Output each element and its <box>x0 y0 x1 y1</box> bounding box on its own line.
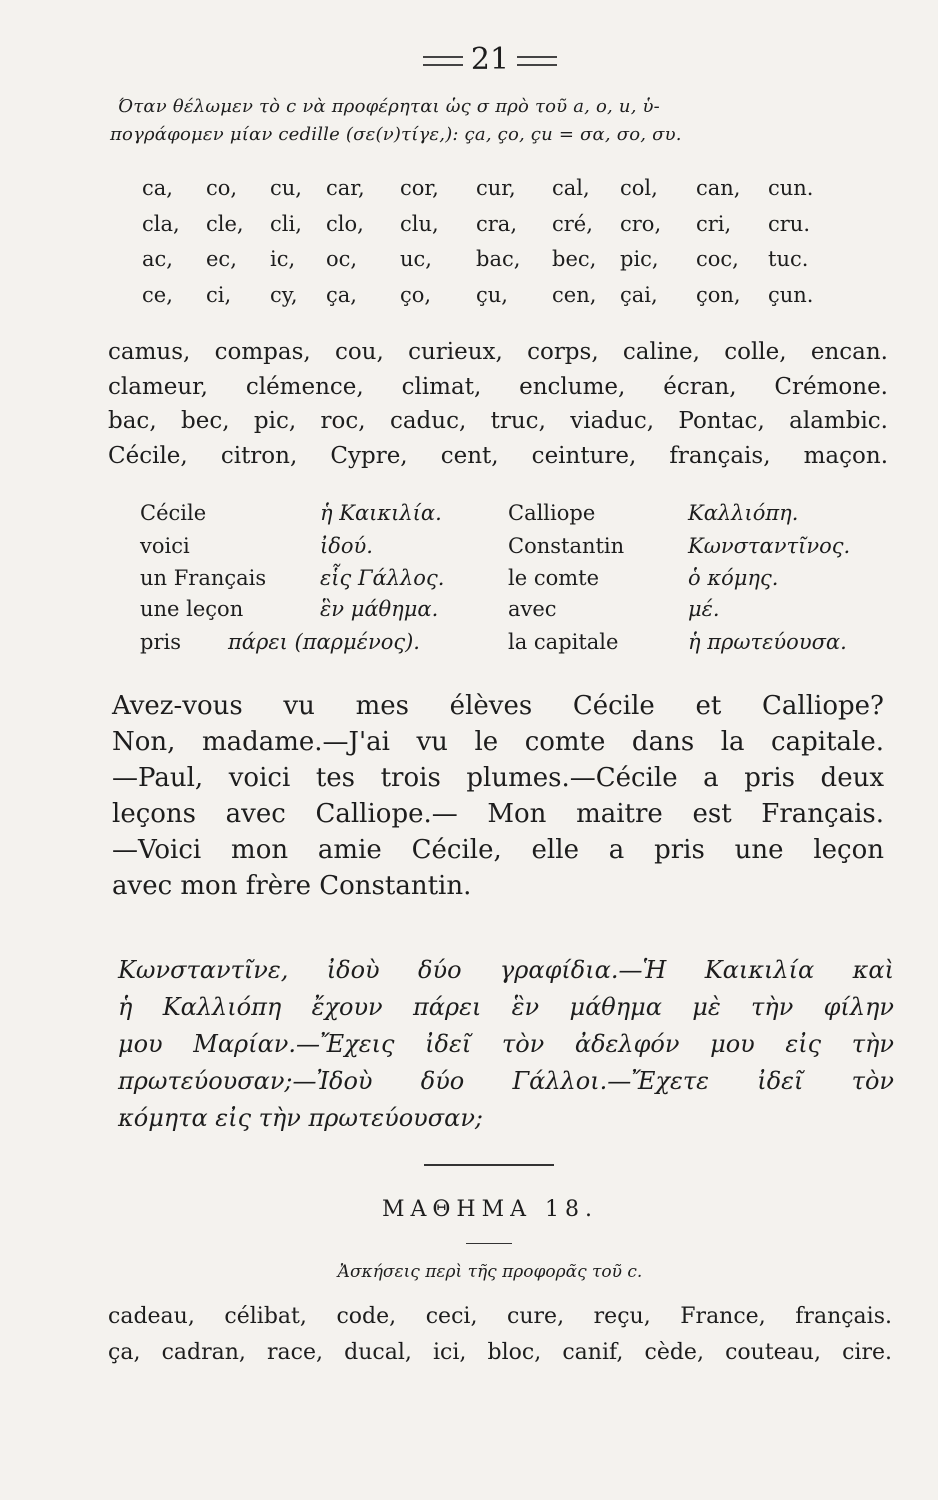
word-line: Cécile, citron, Cypre, cent, ceinture, français, maçon. <box>108 443 888 469</box>
syllable: cru. <box>768 212 810 236</box>
syllable: cli, <box>270 212 302 236</box>
section-divider <box>424 1164 554 1166</box>
syllable: ca, <box>142 176 173 200</box>
vocab-french: la capitale <box>508 630 619 654</box>
page-number: 21 <box>470 42 510 77</box>
vocab-row <box>0 630 938 660</box>
syllable: çun. <box>768 283 814 307</box>
vocab-french: avec <box>508 597 557 621</box>
syllable: cle, <box>206 212 244 236</box>
vocab-row <box>0 534 938 564</box>
syllable: cra, <box>476 212 517 236</box>
double-dash-right <box>517 56 557 66</box>
paragraph-line: leçons avec Calliope.— Mon maitre est Français. <box>112 799 884 829</box>
syllable: ic, <box>270 247 296 271</box>
paragraph-line: —Paul, voici tes trois plumes.—Cécile a pris deux <box>112 763 884 793</box>
syllable: pic, <box>620 247 659 271</box>
vocab-greek: εἷς Γάλλος. <box>320 566 445 590</box>
syllable: uc, <box>400 247 432 271</box>
word-line: bac, bec, pic, roc, caduc, truc, viaduc, Pontac, alambic. <box>108 408 888 434</box>
syllable-row <box>0 176 938 206</box>
syllable-row <box>0 283 938 313</box>
syllable: cy, <box>270 283 298 307</box>
word-line: camus, compas, cou, curieux, corps, caline, colle, encan. <box>108 339 888 365</box>
paragraph-line: Κωνσταντῖνε, ἰδοὺ δύο γραφίδια.—Ἡ Καικιλία καὶ <box>118 956 894 984</box>
vocab-french: Cécile <box>140 501 207 525</box>
syllable-row <box>0 247 938 277</box>
double-dash-left <box>423 56 463 66</box>
syllable: cré, <box>552 212 593 236</box>
paragraph-line: πρωτεύουσαν;—Ἰδοὺ δύο Γάλλοι.—Ἔχετε ἰδεῖ τὸν <box>118 1067 894 1095</box>
title-underline <box>466 1243 512 1244</box>
syllable: cun. <box>768 176 814 200</box>
vocab-greek: μέ. <box>688 597 720 621</box>
syllable: çu, <box>476 283 508 307</box>
syllable: çon, <box>696 283 741 307</box>
lesson-subtitle: Ἀσκήσεις περὶ τῆς προφορᾶς τοῦ c. <box>337 1262 643 1282</box>
vocab-french: pris <box>140 630 181 654</box>
intro-line-2: πογράφομεν μίαν cedille (σε(ν)τίγε,): ça, ço, çu = σα, σο, συ. <box>110 124 682 145</box>
syllable: col, <box>620 176 658 200</box>
vocab-french: un Français <box>140 566 267 590</box>
vocab-french: Constantin <box>508 534 625 558</box>
page-number-header <box>0 42 938 77</box>
paragraph-line: —Voici mon amie Cécile, elle a pris une leçon <box>112 835 884 865</box>
syllable: cla, <box>142 212 180 236</box>
syllable-row <box>0 212 938 242</box>
syllable: cor, <box>400 176 439 200</box>
syllable: ec, <box>206 247 237 271</box>
syllable: cu, <box>270 176 302 200</box>
syllable: çai, <box>620 283 658 307</box>
paragraph-line: μου Μαρίαν.—Ἔχεις ἰδεῖ τὸν ἀδελφόν μου εἰς τὴν <box>118 1030 894 1058</box>
syllable: ci, <box>206 283 232 307</box>
syllable: clu, <box>400 212 439 236</box>
syllable: ço, <box>400 283 432 307</box>
syllable: oc, <box>326 247 358 271</box>
lesson-title: ΜΑΘΗΜΑ 18. <box>381 1197 599 1222</box>
syllable: tuc. <box>768 247 809 271</box>
syllable: cen, <box>552 283 597 307</box>
vocab-french: voici <box>140 534 190 558</box>
vocab-greek: Καλλιόπη. <box>688 501 799 525</box>
syllable: car, <box>326 176 365 200</box>
vocab-greek: πάρει (παρμένος). <box>228 630 420 654</box>
vocab-greek: ἡ Καικιλία. <box>320 501 442 525</box>
vocab-row <box>0 597 938 627</box>
word-line: clameur, clémence, climat, enclume, écran, Crémone. <box>108 374 888 400</box>
syllable: clo, <box>326 212 364 236</box>
greek-exercise-paragraph <box>118 952 894 1137</box>
vocab-french: Calliope <box>508 501 596 525</box>
syllable: co, <box>206 176 238 200</box>
vocab-greek: Κωνσταντῖνος. <box>688 534 851 558</box>
vocab-greek: ἡ πρωτεύουσα. <box>688 630 847 654</box>
paragraph-line: κόμητα εἰς τὴν πρωτεύουσαν; <box>118 1104 484 1132</box>
vocab-row <box>0 501 938 531</box>
exercise-word-line: cadeau, célibat, code, ceci, cure, reçu, France, français. <box>108 1304 892 1329</box>
syllable: cal, <box>552 176 590 200</box>
paragraph-line: avec mon frère Constantin. <box>112 871 472 901</box>
syllable: bac, <box>476 247 521 271</box>
syllable: ça, <box>326 283 357 307</box>
syllable: bec, <box>552 247 597 271</box>
vocab-row <box>0 566 938 596</box>
syllable: ce, <box>142 283 173 307</box>
syllable: can, <box>696 176 741 200</box>
vocab-greek: ὁ κόμης. <box>688 566 779 590</box>
syllable: cri, <box>696 212 732 236</box>
vocab-greek: ἰδού. <box>320 534 373 558</box>
syllable: coc, <box>696 247 739 271</box>
french-exercise-paragraph <box>112 688 884 904</box>
vocab-french: une leçon <box>140 597 244 621</box>
paragraph-line: ἡ Καλλιόπη ἔχουν πάρει ἓν μάθημα μὲ τὴν φίλην <box>118 993 894 1021</box>
paragraph-line: Non, madame.—J'ai vu le comte dans la capitale. <box>112 727 884 757</box>
vocab-french: le comte <box>508 566 600 590</box>
syllable: cro, <box>620 212 662 236</box>
vocab-greek: ἓν μάθημα. <box>320 597 439 621</box>
syllable: cur, <box>476 176 516 200</box>
paragraph-line: Avez-vous vu mes élèves Cécile et Calliope? <box>112 691 884 721</box>
syllable: ac, <box>142 247 173 271</box>
intro-line-1: Όταν θέλωμεν τὸ c νὰ προφέρηται ὡς σ πρὸ τοῦ a, o, u, ὑ- <box>118 96 660 117</box>
exercise-word-line: ça, cadran, race, ducal, ici, bloc, canif, cède, couteau, cire. <box>108 1340 892 1365</box>
